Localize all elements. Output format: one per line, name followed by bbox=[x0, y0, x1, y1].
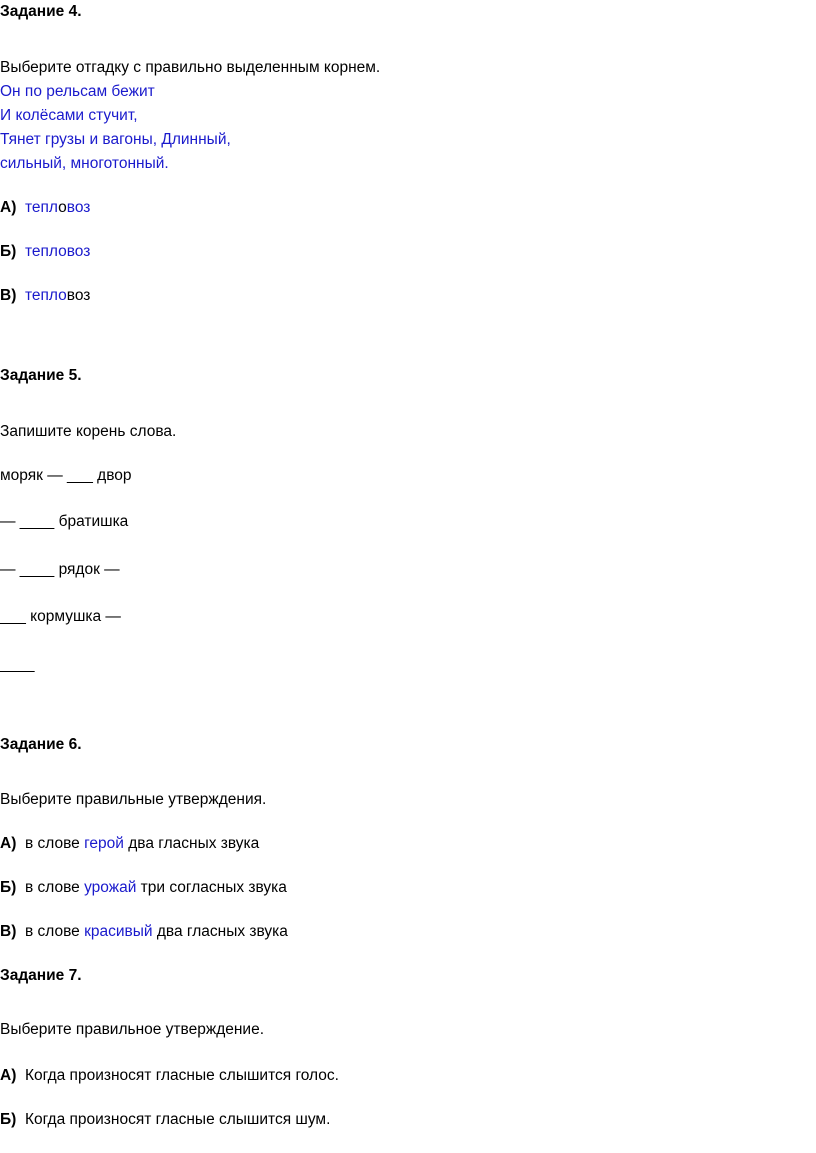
option-label: В) bbox=[0, 923, 17, 940]
task7-title: Задание 7. bbox=[0, 967, 82, 984]
task6-title: Задание 6. bbox=[0, 736, 82, 753]
task7-prompt: Выберите правильное утверждение. bbox=[0, 1021, 265, 1038]
option-post: два гласных звука bbox=[128, 835, 260, 852]
option-label: В) bbox=[0, 287, 17, 304]
task4-option-c[interactable] bbox=[0, 286, 90, 306]
option-word-part: тепл bbox=[24, 199, 59, 216]
option-word: герой bbox=[84, 835, 124, 852]
task6-option-a[interactable] bbox=[0, 834, 259, 854]
option-label: А) bbox=[0, 199, 17, 216]
option-word-root: тепло bbox=[24, 287, 67, 304]
task7-option-b[interactable] bbox=[0, 1110, 330, 1130]
option-word-part: воз bbox=[66, 199, 91, 216]
option-label: А) bbox=[0, 1067, 17, 1084]
task4-riddle-line-2: И колёсами стучит, bbox=[0, 107, 138, 124]
option-pre: в слове bbox=[24, 923, 80, 940]
option-label: А) bbox=[0, 835, 17, 852]
option-label: Б) bbox=[0, 243, 17, 260]
task5-line-1: моряк — ___ двор bbox=[0, 467, 132, 484]
option-label: Б) bbox=[0, 879, 17, 896]
task5-line-3: — ____ рядок — bbox=[0, 561, 120, 578]
option-word-part: о bbox=[58, 199, 67, 216]
option-word: урожай bbox=[84, 879, 137, 896]
option-word-rest: воз bbox=[66, 287, 91, 304]
task4-prompt: Выберите отгадку с правильно выделенным корнем. bbox=[0, 59, 381, 76]
task4-title: Задание 4. bbox=[0, 3, 82, 20]
option-post: два гласных звука bbox=[156, 923, 288, 940]
option-word: красивый bbox=[84, 923, 153, 940]
task6-option-c[interactable] bbox=[0, 922, 288, 942]
task4-riddle-line-4: сильный, многотонный. bbox=[0, 155, 169, 172]
task6-prompt: Выберите правильные утверждения. bbox=[0, 791, 267, 808]
task5-line-5: ____ bbox=[0, 656, 35, 673]
option-text: Когда произносят гласные слышится шум. bbox=[24, 1111, 331, 1128]
option-label: Б) bbox=[0, 1111, 17, 1128]
task6-option-b[interactable] bbox=[0, 878, 287, 898]
task4-option-b[interactable] bbox=[0, 242, 90, 262]
option-post: три согласных звука bbox=[140, 879, 287, 896]
task4-riddle-line-3: Тянет грузы и вагоны, Длинный, bbox=[0, 131, 231, 148]
task4-riddle-line-1: Он по рельсам бежит bbox=[0, 83, 155, 100]
task5-prompt: Запишите корень слова. bbox=[0, 423, 177, 440]
option-pre: в слове bbox=[24, 879, 80, 896]
task4-option-a[interactable] bbox=[0, 198, 90, 218]
task5-line-4: ___ кормушка — bbox=[0, 608, 121, 625]
option-word: тепловоз bbox=[24, 243, 91, 260]
task7-option-a[interactable] bbox=[0, 1066, 339, 1086]
task5-line-2: — ____ братишка bbox=[0, 513, 129, 530]
option-pre: в слове bbox=[24, 835, 80, 852]
option-text: Когда произносят гласные слышится голос. bbox=[24, 1067, 339, 1084]
task5-title: Задание 5. bbox=[0, 367, 82, 384]
